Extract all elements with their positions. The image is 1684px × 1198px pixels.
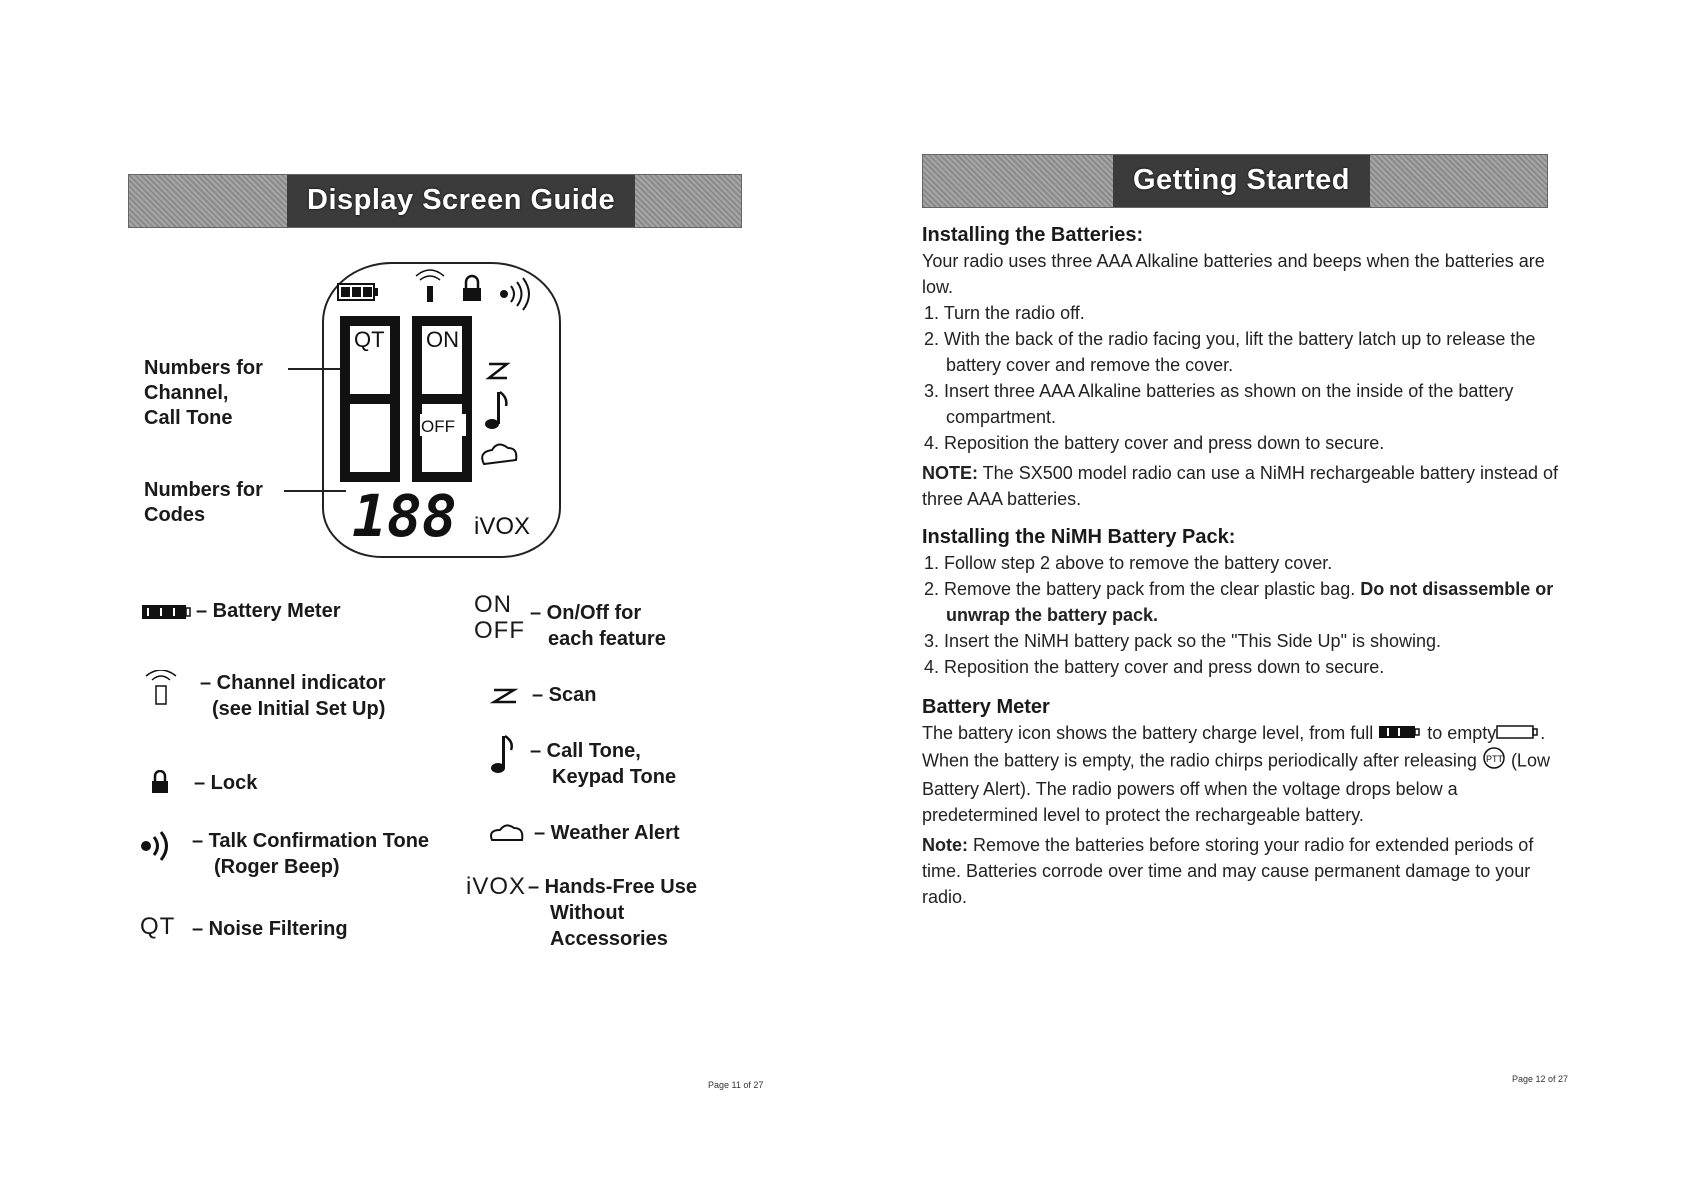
getting-started-content (922, 222, 1562, 910)
lock-icon (148, 768, 172, 796)
legend-battery-meter: – Battery Meter (196, 600, 341, 622)
legend-noise-filtering: – Noise Filtering (192, 918, 348, 940)
lcd-ivox-label: iVOX (474, 513, 531, 540)
legend-weather-alert: – Weather Alert (534, 822, 680, 844)
lcd-talk-confirmation-icon (500, 278, 529, 310)
page-number-right: Page 12 of 27 (1512, 1074, 1569, 1084)
lcd-qt-label: QT (354, 327, 385, 352)
legend-lock: – Lock (194, 772, 258, 794)
lcd-off-label: OFF (421, 417, 455, 436)
nimh-step: 3. Insert the NiMH battery pack so the "This Side Up" is showing. (924, 631, 1441, 651)
weather-alert-icon (486, 822, 526, 848)
svg-text:PTT: PTT (1485, 754, 1503, 765)
callout-codes: Numbers for Codes (144, 479, 263, 526)
lcd-weather-alert-icon (482, 444, 516, 464)
nimh-step: 2. Remove the battery pack from the clear plastic bag. Do not disassemble or unwrap the battery pack. (924, 579, 1554, 625)
on-off-icon-text: ON OFF (474, 591, 525, 644)
battery-step: 4. Reposition the battery cover and press down to secure. (924, 433, 1385, 453)
battery-meter-text: The battery icon shows the battery charge level, from full to empty . When the battery is empty, the radio chirps periodically after releasing PTT (Low Battery Alert). The radio powers off when the voltage drops below a predetermined level to protect the rechargeable battery. (922, 723, 1550, 826)
lcd-code-digits: 188 (352, 482, 457, 550)
nimh-step: 1. Follow step 2 above to remove the battery cover. (924, 553, 1333, 573)
battery-step: 1. Turn the radio off. (924, 303, 1085, 323)
battery-meter-note: Note: Remove the batteries before storing your radio for extended periods of time. Batteries corrode over time and may cause permanent damage to your radio. (922, 835, 1534, 908)
heading-nimh-pack: Installing the NiMH Battery Pack: (922, 526, 1236, 548)
lcd-scan-icon (489, 364, 507, 378)
legend-scan: – Scan (532, 684, 597, 706)
lcd-battery-icon (338, 284, 378, 300)
legend-call-tone: – Call Tone, Keypad Tone (530, 740, 677, 788)
battery-empty-icon (1496, 721, 1540, 747)
heading-installing-batteries: Installing the Batteries: (922, 224, 1144, 246)
battery-full-icon (1378, 721, 1422, 747)
heading-battery-meter: Battery Meter (922, 696, 1050, 718)
lcd-on-label: ON (426, 327, 459, 352)
ptt-button-icon (1482, 747, 1506, 776)
legend-talk-confirmation: – Talk Confirmation Tone (Roger Beep) (192, 830, 430, 878)
music-note-icon (488, 732, 516, 776)
qt-icon-text: QT (140, 913, 176, 940)
lcd-display-illustration (322, 262, 561, 558)
lcd-note-icon (485, 392, 506, 429)
getting-started-title: Getting Started (1113, 155, 1370, 207)
batteries-steps (922, 300, 1562, 456)
batteries-intro: Your radio uses three AAA Alkaline batteries and beeps when the batteries are low. (922, 251, 1545, 297)
callout-channel-line (288, 368, 340, 370)
talk-confirmation-icon (136, 826, 180, 866)
nimh-steps (922, 550, 1562, 680)
scan-icon (488, 684, 522, 708)
battery-step: 3. Insert three AAA Alkaline batteries as shown on the inside of the battery compartment. (924, 381, 1514, 427)
batteries-note: NOTE: The SX500 model radio can use a NiMH rechargeable battery instead of three AAA batteries. (922, 463, 1558, 509)
page-number-left: Page 11 of 27 (708, 1080, 764, 1090)
callout-codes-line (284, 490, 346, 492)
lcd-lock-icon (463, 276, 481, 301)
display-guide-banner (128, 174, 742, 228)
legend-hands-free: – Hands-Free Use Without Accessories (528, 876, 697, 950)
channel-antenna-icon (138, 670, 186, 710)
getting-started-banner (922, 154, 1548, 208)
nimh-step: 4. Reposition the battery cover and press down to secure. (924, 657, 1385, 677)
lcd-antenna-icon (416, 270, 444, 302)
callout-channel: Numbers for Channel, Call Tone (144, 357, 263, 429)
legend-channel-indicator: – Channel indicator (see Initial Set Up) (200, 672, 386, 720)
ivox-icon-text: iVOX (466, 873, 527, 900)
right-page (842, 0, 1684, 1198)
lcd-graphic (324, 264, 559, 556)
display-guide-title: Display Screen Guide (287, 175, 635, 227)
legend-on-off: – On/Off for each feature (530, 602, 666, 650)
battery-step: 2. With the back of the radio facing you, lift the battery latch up to release the battery cover and remove the cover. (924, 329, 1536, 375)
